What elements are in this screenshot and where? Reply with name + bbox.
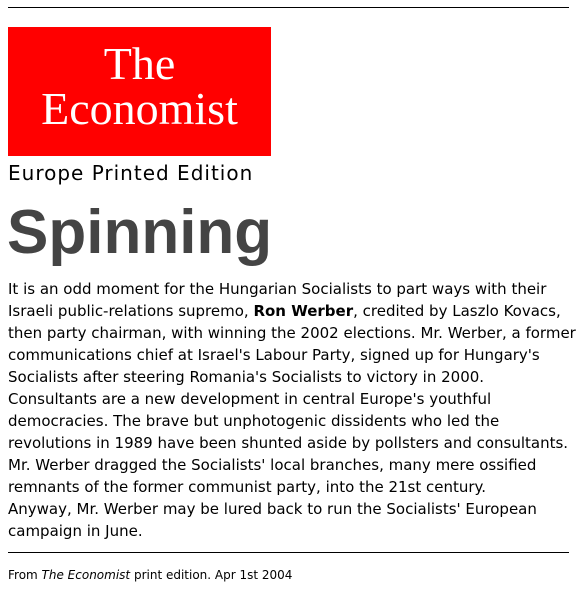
economist-logo (8, 27, 271, 156)
article-paragraph-1 (8, 278, 578, 388)
article-paragraph-3: Anyway, Mr. Werber may be lured back to run the Socialists' European campaign in June. (8, 500, 537, 540)
publication-name: The Economist (41, 568, 131, 582)
paragraph-text: , credited by Laszlo Kovacs, then party chairman, with winning the 2002 elections. Mr. Werber, a former communications chief at Israel's Labour Party, signed up for Hungary's Socialists after steering Romania's Socialists to victory in 2000. (8, 302, 576, 386)
footer-prefix: From (8, 568, 42, 582)
article-headline: Spinning (7, 198, 273, 267)
article-body (8, 278, 578, 542)
person-name: Ron Werber (253, 302, 354, 320)
bottom-divider (8, 552, 569, 553)
top-divider (8, 7, 569, 8)
source-footer (8, 567, 292, 583)
paragraph-text: It is an odd moment for the Hungarian Socialists to part ways with their Israeli public-relations supremo, (8, 280, 547, 320)
section-label: Europe Printed Edition (8, 161, 254, 185)
footer-suffix: print edition. Apr 1st 2004 (130, 568, 293, 582)
article-paragraph-2: Consultants are a new development in central Europe's youthful democracies. The brave but unphotogenic dissidents who led the revolutions in 1989 have been shunted aside by pollsters and consultants. Mr. Werber dragged the Socialists' local branches, many mere ossified remnants of the former communist party, into the 21st century. (8, 390, 569, 496)
logo-line-the: The (103, 38, 176, 89)
logo-line-economist: Economist (41, 83, 238, 134)
